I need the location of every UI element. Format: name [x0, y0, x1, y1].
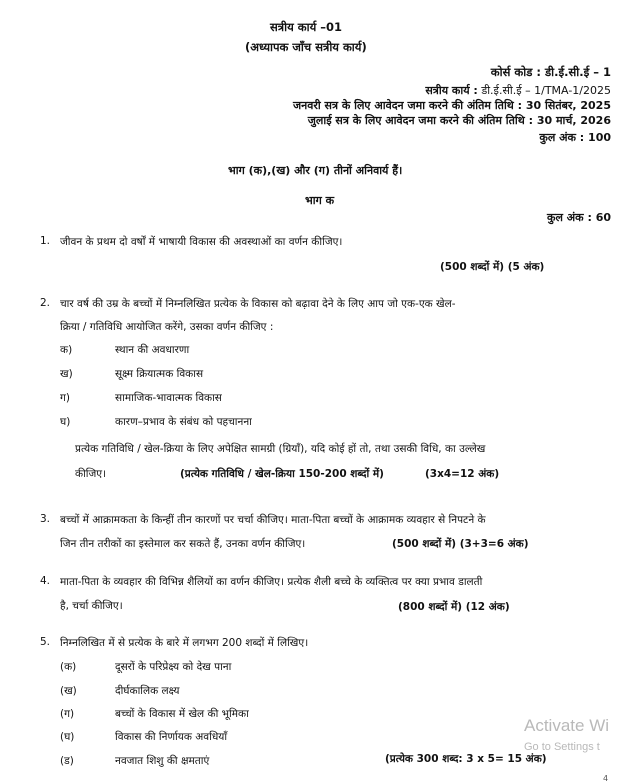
question-2-item-text: स्थान की अवधारणा	[115, 344, 190, 356]
july-deadline: जुलाई सत्र के लिए आवेदन जमा करने की अंतिम तिथि : 30 मार्च, 2026	[307, 114, 611, 127]
assignment-code-line	[425, 83, 611, 98]
question-5-item-label: (ख)	[60, 685, 77, 697]
question-4-line-2: है, चर्चा कीजिए।	[60, 600, 123, 612]
question-4-marks: (800 शब्दों में) (12 अंक)	[398, 601, 510, 613]
question-4-number: 4.	[40, 575, 51, 587]
question-4-line-1: माता-पिता के व्यवहार की विभिन्न शैलियों का वर्णन कीजिए। प्रत्येक शैली बच्चे के व्यक्तित्व पर क्या प्रभाव डालती	[60, 576, 483, 588]
assignment-code-label: सत्रीय कार्य :	[425, 84, 478, 97]
question-1-number: 1.	[40, 235, 51, 247]
question-5-item-label: (ग)	[60, 708, 75, 720]
january-deadline: जनवरी सत्र के लिए आवेदन जमा करने की अंतिम तिथि : 30 सितंबर, 2025	[292, 99, 611, 112]
question-5-item-text: नवजात शिशु की क्षमताएं	[115, 755, 210, 767]
question-2-line-2: क्रिया / गतिविधि आयोजित करेंगे, उसका वर्णन कीजिए :	[60, 321, 274, 333]
question-2-item-text: सूक्ष्म क्रियात्मक विकास	[115, 368, 204, 380]
question-3-number: 3.	[40, 513, 51, 525]
section-title: भाग क	[305, 194, 335, 207]
question-3-line-2: जिन तीन तरीकों का इस्तेमाल कर सकते हैं, उनका वर्णन कीजिए।	[60, 538, 306, 550]
assignment-title: सत्रीय कार्य –01	[270, 20, 343, 34]
question-2-note-line-2: कीजिए।	[75, 468, 107, 480]
question-2-item-text: कारण–प्रभाव के संबंध को पहचानना	[115, 416, 252, 428]
question-5-item-text: दीर्घकालिक लक्ष्य	[115, 685, 180, 697]
question-2-line-1: चार वर्ष की उम्र के बच्चों में निम्नलिखित प्रत्येक के विकास को बढ़ावा देने के लिए आप जो एक-एक खेल-	[60, 298, 456, 310]
question-2-item-text: सामाजिक-भावात्मक विकास	[115, 392, 222, 404]
question-3-line-1: बच्चों में आक्रामकता के किन्हीं तीन कारणों पर चर्चा कीजिए। माता-पिता बच्चों के आक्रामक व्यवहार से निपटने के	[60, 514, 486, 526]
section-marks: कुल अंक : 60	[547, 211, 611, 224]
page-number: 4	[603, 774, 609, 783]
question-2-item-label: घ)	[60, 416, 71, 428]
question-2-note-line-1: प्रत्येक गतिविधि / खेल-क्रिया के लिए अपेक्षित सामग्री (ग्रियाँ), यदि कोई हों तो, तथा उसकी विधि, का उल्लेख	[75, 443, 486, 455]
assignment-subtitle: (अध्यापक जाँच सत्रीय कार्य)	[245, 40, 367, 54]
question-1-text: जीवन के प्रथम दो वर्षों में भाषायी विकास की अवस्थाओं का वर्णन कीजिए।	[60, 236, 343, 248]
question-2-number: 2.	[40, 297, 51, 309]
instruction: भाग (क),(ख) और (ग) तीनों अनिवार्य हैं।	[228, 164, 403, 177]
question-2-marks: (प्रत्येक गतिविधि / खेल-क्रिया 150-200 शब्दों में)	[180, 468, 384, 480]
activation-watermark-title: Activate Wi	[524, 716, 610, 735]
question-2-marks-total: (3x4=12 अंक)	[425, 468, 500, 480]
question-5-item-text: दूसरों के परिप्रेक्ष्य को देख पाना	[115, 661, 232, 673]
question-5-item-label: (घ)	[60, 731, 75, 743]
question-5-item-text: विकास की निर्णायक अवधियाँ	[115, 731, 228, 743]
activation-watermark-subtitle: Go to Settings t	[524, 741, 600, 753]
question-3-marks: (500 शब्दों में) (3+3=6 अंक)	[392, 538, 529, 550]
question-2-item-label: ग)	[60, 392, 71, 404]
question-5-item-label: (क)	[60, 661, 77, 673]
question-5-intro: निम्नलिखित में से प्रत्येक के बारे में लगभग 200 शब्दों में लिखिए।	[60, 637, 309, 649]
question-5-number: 5.	[40, 636, 51, 648]
question-5-marks: (प्रत्येक 300 शब्द: 3 x 5= 15 अंक)	[385, 753, 547, 765]
course-code: कोर्स कोड : डी.ई.सी.ई – 1	[490, 65, 611, 79]
question-5-item-text: बच्चों के विकास में खेल की भूमिका	[115, 708, 249, 720]
question-2-item-label: ख)	[60, 368, 73, 380]
assignment-code: डी.ई.सी.ई – 1/TMA-1/2025	[481, 84, 611, 97]
question-5-item-label: (ड)	[60, 755, 74, 767]
question-2-item-label: क)	[60, 344, 73, 356]
question-1-marks: (500 शब्दों में) (5 अंक)	[440, 261, 545, 273]
total-marks: कुल अंक : 100	[539, 131, 611, 144]
